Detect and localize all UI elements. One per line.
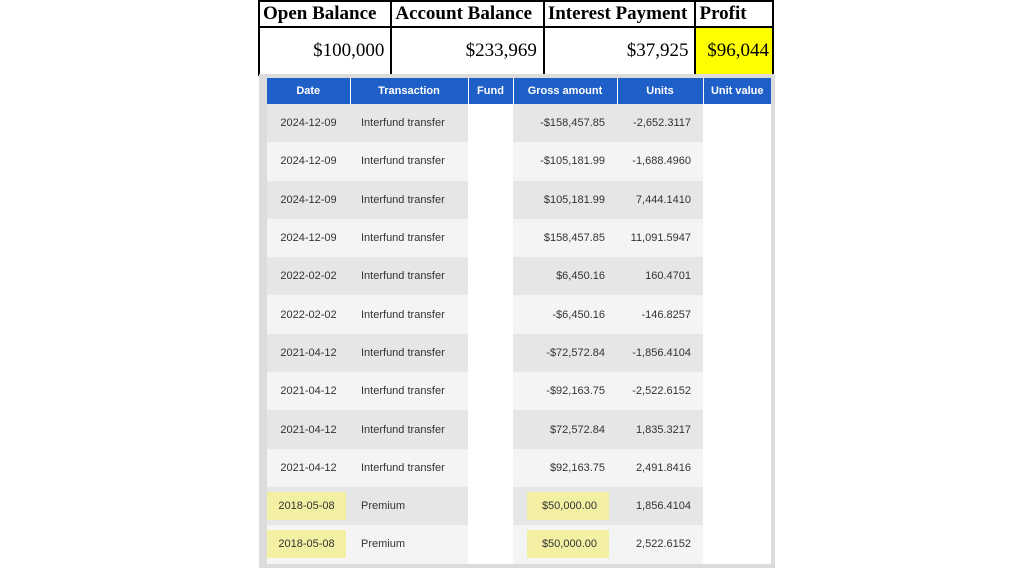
table-row[interactable] bbox=[267, 410, 771, 448]
row-unit-value bbox=[703, 257, 771, 295]
open-balance-value: $100,000 bbox=[259, 27, 391, 75]
row-units: 1,856.4104 bbox=[617, 487, 703, 525]
profit-header: Profit bbox=[695, 1, 773, 27]
row-gross-amount bbox=[513, 525, 617, 563]
row-date: 2024-12-09 bbox=[267, 181, 350, 219]
row-fund bbox=[468, 104, 513, 142]
row-transaction: Interfund transfer bbox=[350, 334, 468, 372]
row-fund bbox=[468, 219, 513, 257]
row-fund bbox=[468, 487, 513, 525]
row-date-highlight: 2018-05-08 bbox=[267, 492, 346, 520]
column-header-units[interactable]: Units bbox=[617, 78, 703, 104]
table-row[interactable] bbox=[267, 334, 771, 372]
row-gross-amount-highlight: $50,000.00 bbox=[527, 530, 609, 558]
row-units: 11,091.5947 bbox=[617, 219, 703, 257]
row-date bbox=[267, 525, 350, 563]
row-unit-value bbox=[703, 410, 771, 448]
table-row[interactable] bbox=[267, 295, 771, 333]
summary-value-row bbox=[259, 27, 773, 75]
table-row[interactable] bbox=[267, 257, 771, 295]
row-gross-amount: $92,163.75 bbox=[513, 449, 617, 487]
row-fund bbox=[468, 142, 513, 180]
row-unit-value bbox=[703, 219, 771, 257]
row-gross-amount: $6,450.16 bbox=[513, 257, 617, 295]
interest-payment-value: $37,925 bbox=[544, 27, 696, 75]
row-transaction: Interfund transfer bbox=[350, 449, 468, 487]
row-units: 2,522.6152 bbox=[617, 525, 703, 563]
transactions-body bbox=[267, 104, 771, 564]
row-units: -146.8257 bbox=[617, 295, 703, 333]
row-unit-value bbox=[703, 449, 771, 487]
row-units: 160.4701 bbox=[617, 257, 703, 295]
row-unit-value bbox=[703, 372, 771, 410]
account-balance-header: Account Balance bbox=[391, 1, 543, 27]
account-balance-value: $233,969 bbox=[391, 27, 543, 75]
row-units: 1,835.3217 bbox=[617, 410, 703, 448]
row-unit-value bbox=[703, 525, 771, 563]
row-date: 2024-12-09 bbox=[267, 219, 350, 257]
row-gross-amount bbox=[513, 487, 617, 525]
column-header-unit-value[interactable]: Unit value bbox=[703, 78, 771, 104]
row-unit-value bbox=[703, 142, 771, 180]
profit-value: $96,044 bbox=[695, 27, 773, 75]
table-row[interactable] bbox=[267, 181, 771, 219]
column-header-fund[interactable]: Fund bbox=[468, 78, 513, 104]
row-units: -2,522.6152 bbox=[617, 372, 703, 410]
summary-header-row bbox=[259, 1, 773, 27]
row-date-highlight: 2018-05-08 bbox=[267, 530, 346, 558]
table-row[interactable] bbox=[267, 449, 771, 487]
row-gross-amount: $105,181.99 bbox=[513, 181, 617, 219]
summary-table bbox=[258, 0, 774, 76]
row-unit-value bbox=[703, 181, 771, 219]
row-fund bbox=[468, 334, 513, 372]
row-units: -1,856.4104 bbox=[617, 334, 703, 372]
row-date: 2021-04-12 bbox=[267, 372, 350, 410]
row-gross-amount: -$92,163.75 bbox=[513, 372, 617, 410]
row-gross-amount: -$72,572.84 bbox=[513, 334, 617, 372]
row-date: 2024-12-09 bbox=[267, 142, 350, 180]
row-gross-amount: -$105,181.99 bbox=[513, 142, 617, 180]
row-units: 2,491.8416 bbox=[617, 449, 703, 487]
row-fund bbox=[468, 410, 513, 448]
row-transaction: Interfund transfer bbox=[350, 219, 468, 257]
row-transaction: Interfund transfer bbox=[350, 104, 468, 142]
interest-payment-header: Interest Payment bbox=[544, 1, 696, 27]
column-header-gross-amount[interactable]: Gross amount bbox=[513, 78, 617, 104]
row-gross-amount: $72,572.84 bbox=[513, 410, 617, 448]
row-date: 2022-02-02 bbox=[267, 295, 350, 333]
transactions-table bbox=[267, 78, 771, 564]
row-date: 2021-04-12 bbox=[267, 449, 350, 487]
row-fund bbox=[468, 295, 513, 333]
row-fund bbox=[468, 525, 513, 563]
row-transaction: Interfund transfer bbox=[350, 257, 468, 295]
row-units: -1,688.4960 bbox=[617, 142, 703, 180]
row-transaction: Premium bbox=[350, 525, 468, 563]
row-fund bbox=[468, 181, 513, 219]
column-header-transaction[interactable]: Transaction bbox=[350, 78, 468, 104]
table-row[interactable] bbox=[267, 219, 771, 257]
row-transaction: Interfund transfer bbox=[350, 181, 468, 219]
table-row[interactable] bbox=[267, 487, 771, 525]
row-fund bbox=[468, 257, 513, 295]
row-transaction: Interfund transfer bbox=[350, 372, 468, 410]
row-fund bbox=[468, 372, 513, 410]
row-unit-value bbox=[703, 104, 771, 142]
row-gross-amount: -$6,450.16 bbox=[513, 295, 617, 333]
row-date bbox=[267, 487, 350, 525]
row-gross-amount-highlight: $50,000.00 bbox=[527, 492, 609, 520]
transactions-panel bbox=[259, 74, 775, 568]
row-unit-value bbox=[703, 334, 771, 372]
row-transaction: Interfund transfer bbox=[350, 142, 468, 180]
row-units: -2,652.3117 bbox=[617, 104, 703, 142]
row-date: 2022-02-02 bbox=[267, 257, 350, 295]
row-unit-value bbox=[703, 487, 771, 525]
row-unit-value bbox=[703, 295, 771, 333]
row-fund bbox=[468, 449, 513, 487]
row-transaction: Premium bbox=[350, 487, 468, 525]
table-row[interactable] bbox=[267, 525, 771, 563]
row-gross-amount: $158,457.85 bbox=[513, 219, 617, 257]
transactions-header-row bbox=[267, 78, 771, 104]
row-transaction: Interfund transfer bbox=[350, 295, 468, 333]
table-row[interactable] bbox=[267, 372, 771, 410]
column-header-date[interactable]: Date bbox=[267, 78, 350, 104]
row-date: 2024-12-09 bbox=[267, 104, 350, 142]
table-row[interactable] bbox=[267, 142, 771, 180]
table-row[interactable] bbox=[267, 104, 771, 142]
row-date: 2021-04-12 bbox=[267, 334, 350, 372]
open-balance-header: Open Balance bbox=[259, 1, 391, 27]
row-transaction: Interfund transfer bbox=[350, 410, 468, 448]
row-gross-amount: -$158,457.85 bbox=[513, 104, 617, 142]
row-date: 2021-04-12 bbox=[267, 410, 350, 448]
row-units: 7,444.1410 bbox=[617, 181, 703, 219]
